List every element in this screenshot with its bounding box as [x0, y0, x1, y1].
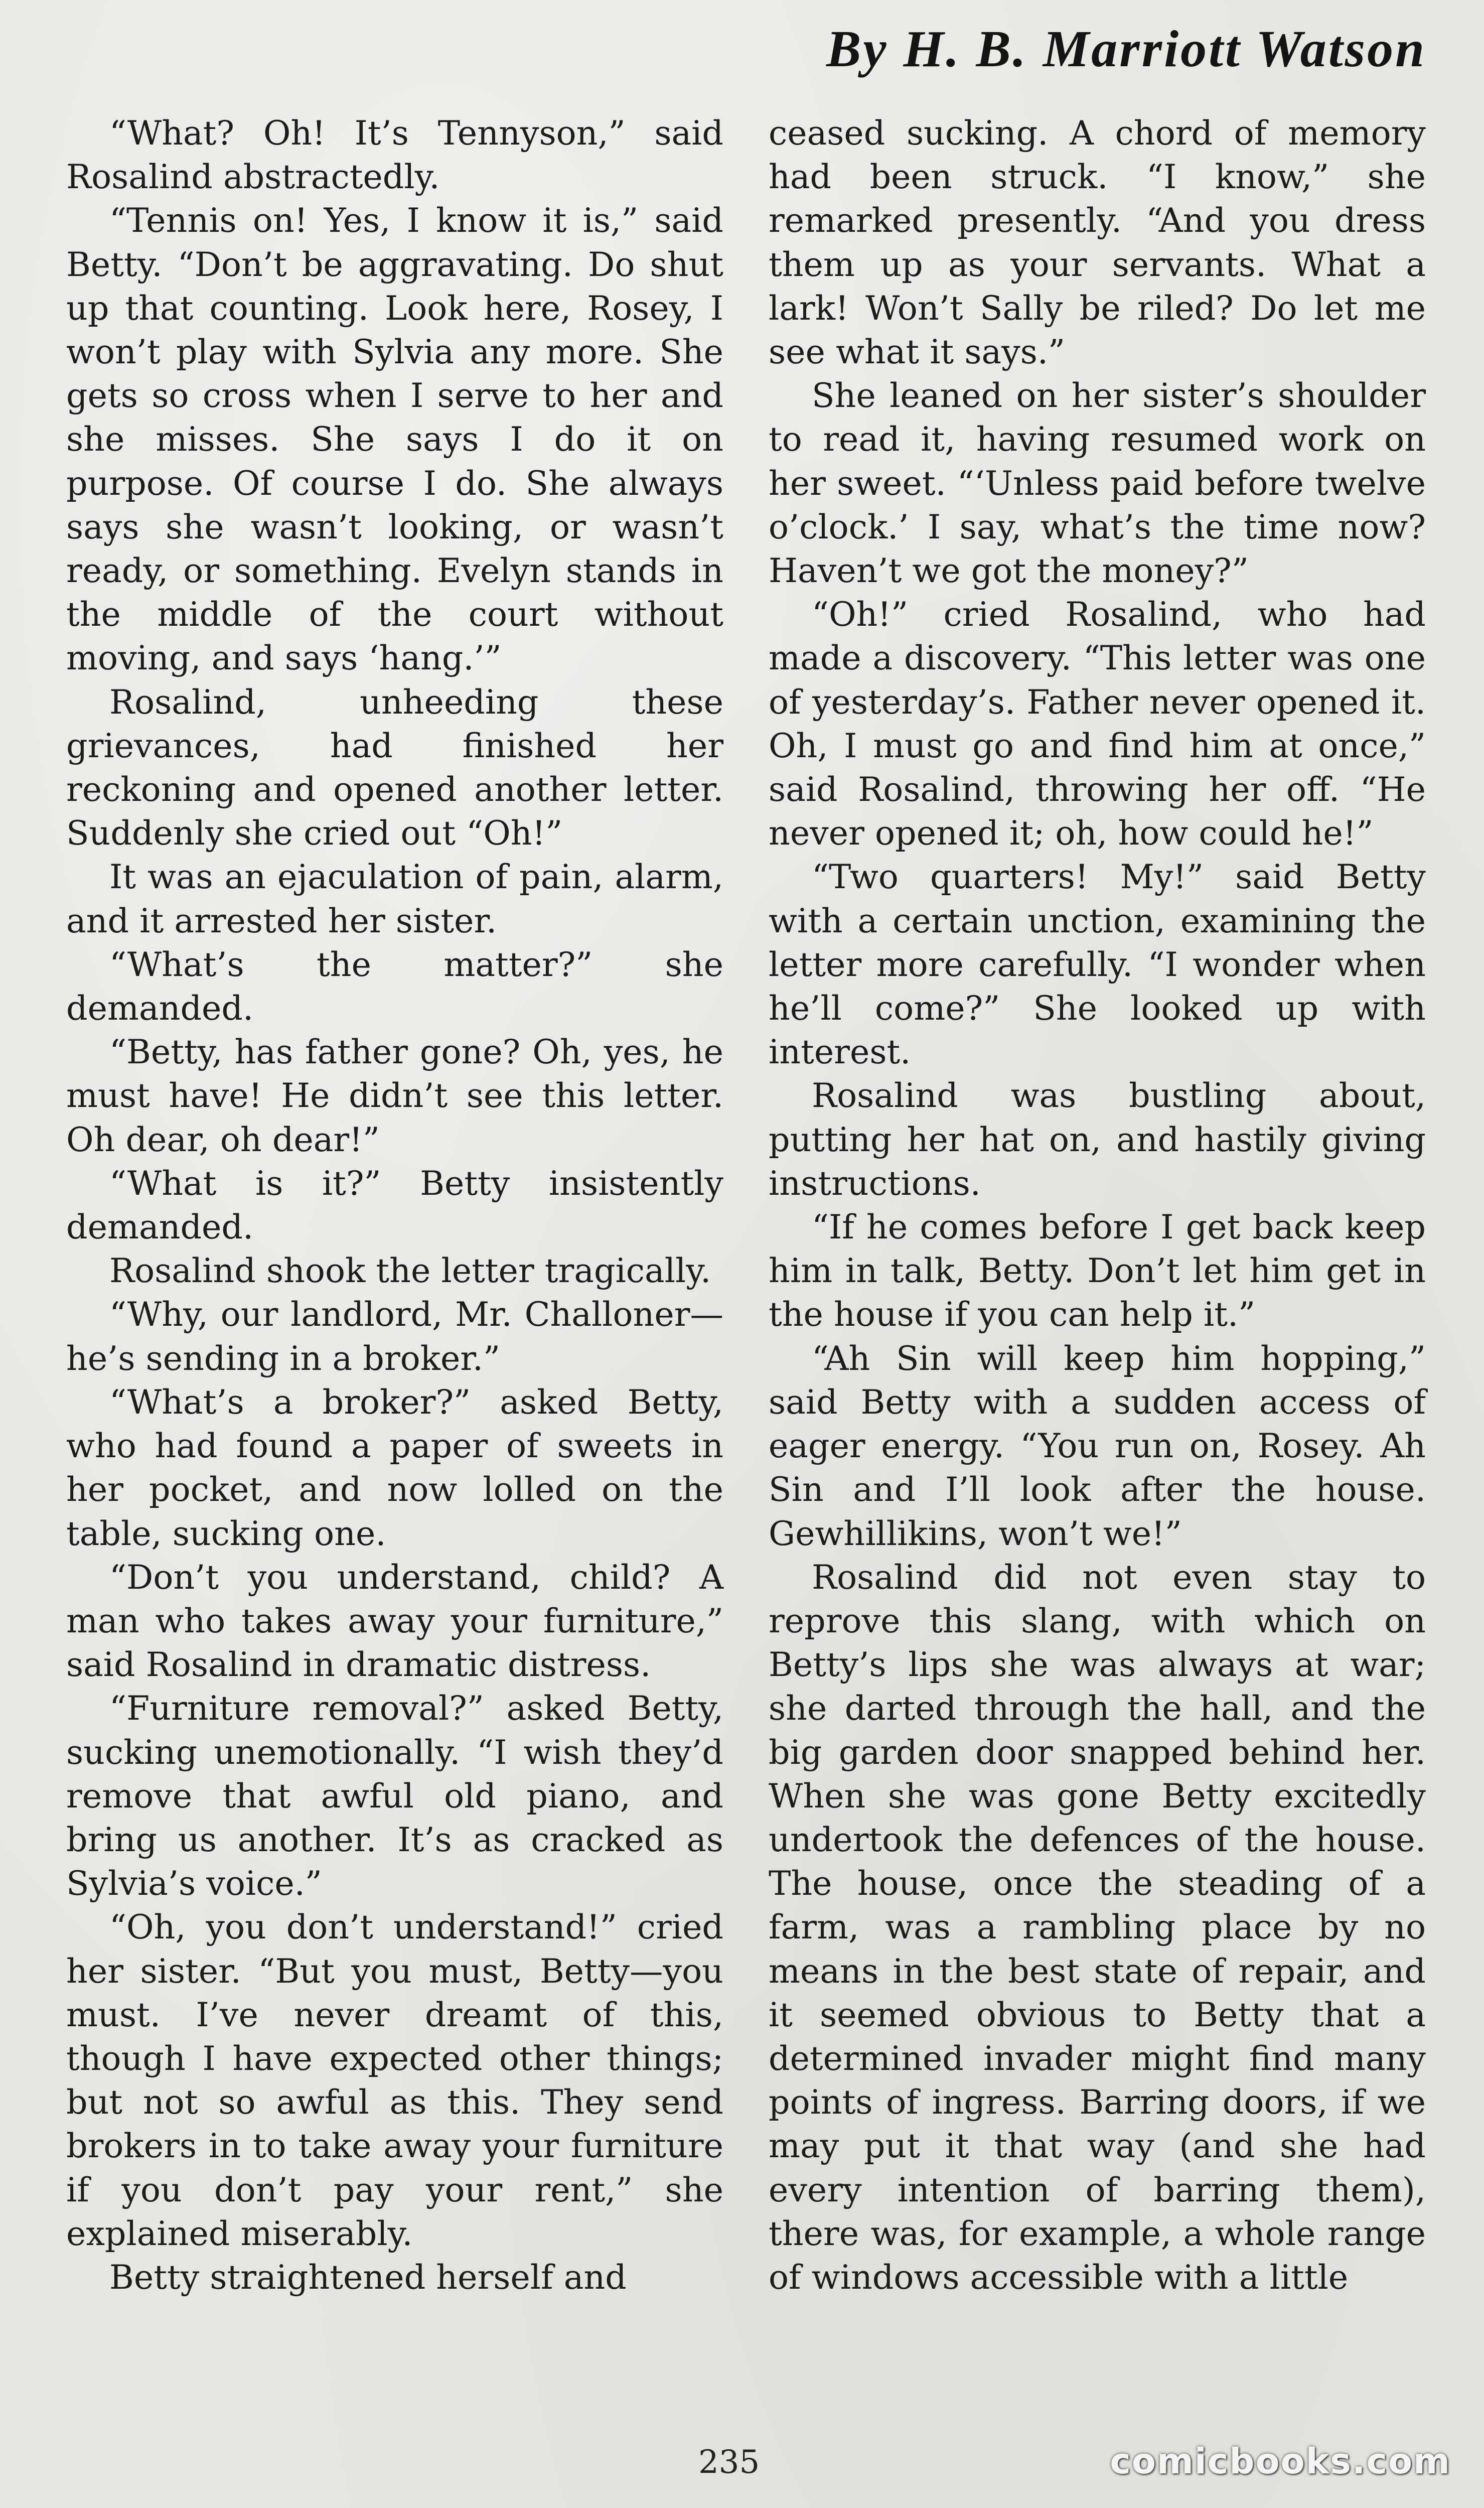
paragraph: “Why, our landlord, Mr. Challoner—he’s sending in a broker.”: [66, 1295, 723, 1378]
paragraph: “What is it?” Betty insistently demanded.: [66, 1163, 723, 1247]
paragraph: “What’s the matter?” she demanded.: [66, 944, 723, 1028]
paragraph: “Two quarters! My!” said Betty with a certain unction, examining the letter more carefully. “I wonder when he’ll come?” She looked up with interest.: [769, 857, 1426, 1072]
paragraph: “What? Oh! It’s Tennyson,” said Rosalind abstractedly.: [66, 113, 723, 197]
paragraph-continued: ceased sucking. A chord of memory had been struck. “I know,” she remarked presently. “And you dress them up as your servants. What a lark! Won’t Sally be riled? Do let me see what it says.”: [769, 113, 1426, 372]
paragraph: Betty straightened herself and: [109, 2257, 627, 2297]
page-number: 235: [698, 2444, 760, 2481]
paragraph: “Oh!” cried Rosalind, who had made a discovery. “This letter was one of yesterday’s. Father never opened it. Oh, I must go and find him at once,” said Rosalind, throwing her off. “He never opened it; oh, how could he!”: [769, 595, 1426, 853]
paragraph: “Betty, has father gone? Oh, yes, he must have! He didn’t see this letter. Oh dear, oh dear!”: [66, 1032, 723, 1159]
paragraph: She leaned on her sister’s shoulder to read it, having resumed work on her sweet. “‘Unless paid before twelve o’clock.’ I say, what’s the time now? Haven’t we got the money?”: [769, 376, 1426, 591]
paragraph: “Oh, you don’t understand!” cried her sister. “But you must, Betty—you must. I’ve never dreamt of this, though I have expected other things; but not so awful as this. They send brokers in to take away your furniture if you don’t pay your rent,” she explained miserably.: [66, 1907, 723, 2253]
paragraph: “Don’t you understand, child? A man who takes away your furniture,” said Rosalind in dramatic distress.: [66, 1557, 723, 1685]
paragraph: “Furniture removal?” asked Betty, sucking unemotionally. “I wish they’d remove that awful old piano, and bring us another. It’s as cracked as Sylvia’s voice.”: [66, 1689, 723, 1903]
paragraph: “Ah Sin will keep him hopping,” said Betty with a sudden access of eager energy. “You run on, Rosey. Ah Sin and I’ll look after the house. Gewhillikins, won’t we!”: [769, 1338, 1426, 1553]
paragraph: “What’s a broker?” asked Betty, who had found a paper of sweets in her pocket, and now lolled on the table, sucking one.: [66, 1382, 723, 1553]
paragraph: Rosalind shook the letter tragically.: [109, 1251, 711, 1291]
paragraph: Rosalind, unheeding these grievances, had finished her reckoning and opened another letter. Suddenly she cried out “Oh!”: [66, 682, 723, 853]
watermark-logo: comicbooks.com: [1110, 2441, 1451, 2482]
paragraph: “If he comes before I get back keep him in talk, Betty. Don’t let him get in the house if you can help it.”: [769, 1207, 1426, 1334]
paragraph: Rosalind was bustling about, putting her hat on, and hastily giving instructions.: [769, 1076, 1426, 1203]
right-text-column: [769, 111, 1426, 2299]
paragraph: Rosalind did not even stay to reprove this slang, with which on Betty’s lips she was always at war; she darted through the hall, and the big garden door snapped behind her. When she was gone Betty excitedly undertook the defences of the house. The house, once the steading of a farm, was a rambling place by no means in the best state of repair, and it seemed obvious to Betty that a determined invader might find many points of ingress. Barring doors, if we may put it that way (and she had every intention of barring them), there was, for example, a whole range of windows accessible with a little: [769, 1557, 1426, 2297]
paragraph: It was an ejaculation of pain, alarm, and it arrested her sister.: [66, 857, 723, 940]
left-text-column: [66, 111, 723, 2299]
paragraph: “Tennis on! Yes, I know it is,” said Betty. “Don’t be aggravating. Do shut up that counting. Look here, Rosey, I won’t play with Sylvia any more. She gets so cross when I serve to her and she misses. She says I do it on purpose. Of course I do. She always says she wasn’t looking, or wasn’t ready, or something. Evelyn stands in the middle of the court without moving, and says ‘hang.’”: [66, 201, 723, 678]
author-byline: By H. B. Marriott Watson: [826, 20, 1426, 78]
